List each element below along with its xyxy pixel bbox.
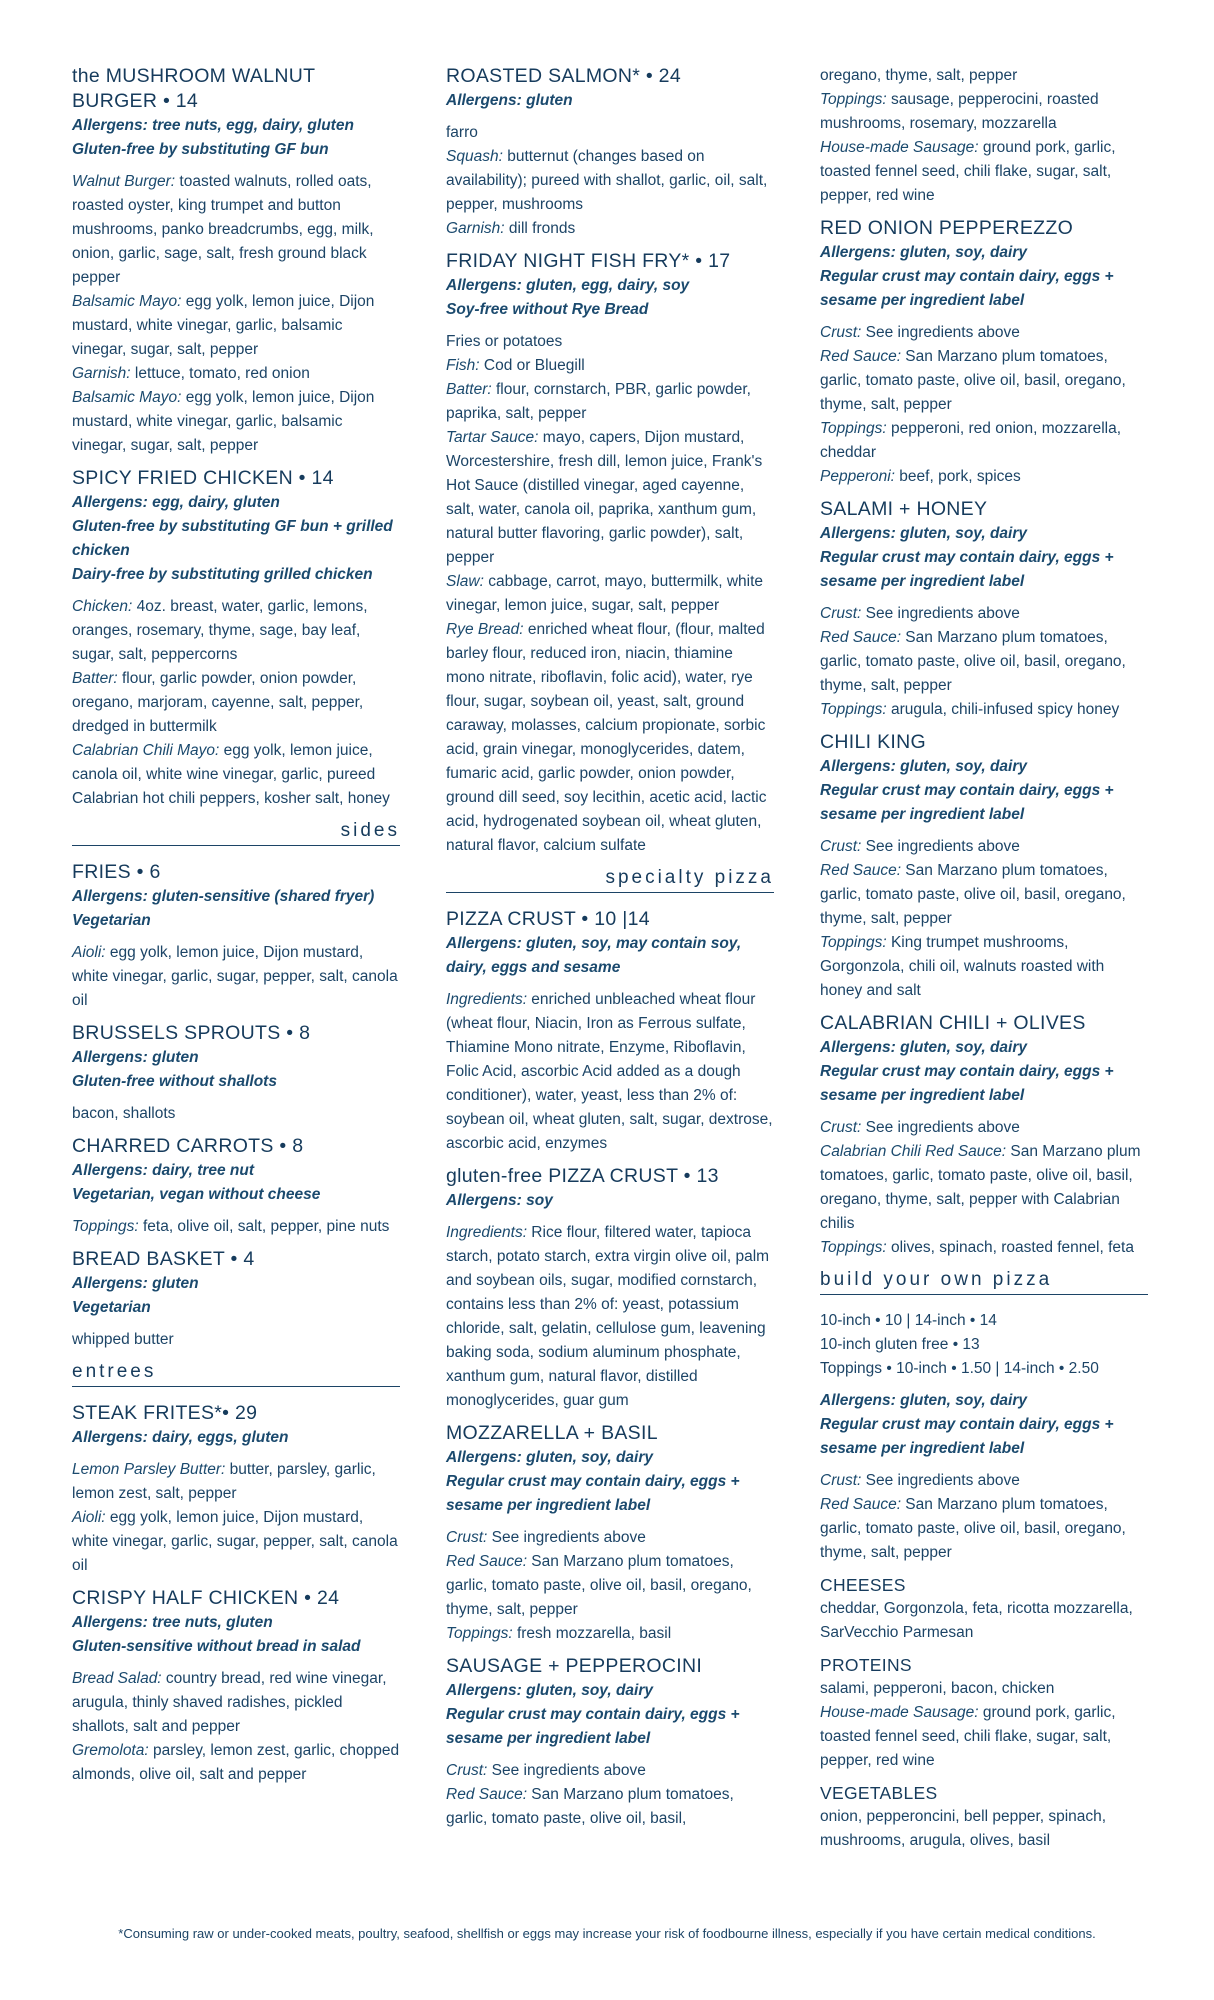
ingredient-label: Batter: bbox=[72, 670, 118, 687]
ingredient-text: parsley, lemon zest, garlic, chopped almonds, olive oil, salt and pepper bbox=[72, 1742, 400, 1783]
ingredient-line bbox=[820, 835, 1148, 859]
ingredient-label: Toppings: bbox=[72, 1218, 139, 1235]
ingredient-text: See ingredients above bbox=[861, 1472, 1020, 1489]
allergen-note: Gluten-sensitive without bread in salad bbox=[72, 1638, 361, 1655]
menu-item-title: SALAMI + HONEY bbox=[820, 498, 988, 520]
ingredient-text: beef, pork, spices bbox=[894, 468, 1021, 485]
allergen-note: Regular crust may contain dairy, eggs + sesame per ingredient label bbox=[446, 1706, 740, 1747]
ingredient-text: See ingredients above bbox=[861, 838, 1020, 855]
menu-item bbox=[446, 1654, 774, 1831]
ingredient-label: Batter: bbox=[446, 381, 492, 398]
ingredient-text: pepperoni, red onion, mozzarella, cheddar bbox=[820, 420, 1122, 461]
allergen-note: Allergens: gluten, soy, dairy bbox=[820, 525, 1028, 542]
menu-item-description bbox=[446, 121, 774, 241]
menu-item-title: CHARRED CARROTS • 8 bbox=[72, 1135, 304, 1157]
topping-group bbox=[820, 1653, 1148, 1773]
ingredient-text: egg yolk, lemon juice, Dijon mustard, white vinegar, garlic, sugar, pepper, salt, canola oil bbox=[72, 944, 398, 1009]
allergen-note: Regular crust may contain dairy, eggs + sesame per ingredient label bbox=[820, 549, 1114, 590]
ingredient-line bbox=[820, 1357, 1148, 1381]
ingredient-text: ground pork, garlic, toasted fennel seed, chili flake, sugar, salt, pepper, red wine bbox=[820, 139, 1116, 204]
ingredient-text: feta, olive oil, salt, pepper, pine nuts bbox=[138, 1218, 390, 1235]
menu-item-description bbox=[72, 595, 400, 811]
ingredient-text: Rice flour, filtered water, tapioca starch, potato starch, extra virgin olive oil, palm and soybean oils, sugar, modified cornstarch, contains less than 2% of: yeast, potassium chloride, salt, gelatin, cellulose gum, leavening baking soda, sodium aluminum phosphate, xanthum gum, natural flavor, distilled monoglycerides, guar gum bbox=[446, 1224, 770, 1409]
ingredient-label: Red Sauce: bbox=[446, 1553, 527, 1570]
ingredient-label: Tartar Sauce: bbox=[446, 429, 539, 446]
ingredient-text: See ingredients above bbox=[861, 605, 1020, 622]
ingredient-line bbox=[72, 667, 400, 739]
ingredient-text: 10-inch • 10 | 14-inch • 14 bbox=[820, 1312, 997, 1329]
ingredient-label: Fish: bbox=[446, 357, 480, 374]
menu-item-title: FRIDAY NIGHT FISH FRY* • 17 bbox=[446, 250, 731, 272]
allergen-note: Gluten-free by substituting GF bun + grilled chicken bbox=[72, 518, 393, 559]
ingredient-label: Crust: bbox=[820, 605, 862, 622]
ingredient-label: Crust: bbox=[820, 1472, 862, 1489]
ingredient-line bbox=[446, 426, 774, 570]
ingredient-label: Toppings: bbox=[446, 1625, 513, 1642]
allergen-note: Gluten-free without shallots bbox=[72, 1073, 277, 1090]
menu-item bbox=[446, 1421, 774, 1646]
menu-item bbox=[446, 1164, 774, 1413]
menu-item-title: CHILI KING bbox=[820, 731, 926, 753]
ingredient-line bbox=[72, 1102, 400, 1126]
ingredient-line bbox=[820, 345, 1148, 417]
ingredient-label: Red Sauce: bbox=[820, 629, 901, 646]
menu-item-title: MOZZARELLA + BASIL bbox=[446, 1422, 658, 1444]
menu-item-description bbox=[446, 1526, 774, 1646]
ingredient-line bbox=[820, 1493, 1148, 1565]
menu-item-description bbox=[820, 64, 1148, 208]
ingredient-label: Toppings: bbox=[820, 934, 887, 951]
menu-item bbox=[446, 907, 774, 1156]
ingredient-label: Aioli: bbox=[72, 944, 106, 961]
ingredient-text: butter, parsley, garlic, lemon zest, salt, pepper bbox=[72, 1461, 376, 1502]
ingredient-text: olives, spinach, roasted fennel, feta bbox=[886, 1239, 1134, 1256]
ingredient-label: Toppings: bbox=[820, 91, 887, 108]
menu-item bbox=[72, 1247, 400, 1352]
menu-item-description bbox=[820, 1805, 1148, 1853]
ingredient-label: Balsamic Mayo: bbox=[72, 293, 182, 310]
allergen-note: Allergens: dairy, tree nut bbox=[72, 1162, 255, 1179]
allergen-note: Allergens: gluten, soy, may contain soy, dairy, eggs and sesame bbox=[446, 935, 742, 976]
ingredient-text: bacon, shallots bbox=[72, 1105, 176, 1122]
menu-item-description bbox=[820, 321, 1148, 489]
allergen-note: Regular crust may contain dairy, eggs + sesame per ingredient label bbox=[446, 1473, 740, 1514]
menu-item-description bbox=[72, 170, 400, 458]
menu-item bbox=[72, 1401, 400, 1578]
ingredient-text: cabbage, carrot, mayo, buttermilk, white vinegar, lemon juice, sugar, salt, pepper bbox=[446, 573, 764, 614]
menu-item bbox=[820, 64, 1148, 208]
menu-item bbox=[72, 860, 400, 1013]
ingredient-text: 4oz. breast, water, garlic, lemons, oranges, rosemary, thyme, sage, bay leaf, sugar, salt, peppercorns bbox=[72, 598, 368, 663]
ingredient-line bbox=[446, 145, 774, 217]
menu-item bbox=[72, 1134, 400, 1239]
topping-group-title: CHEESES bbox=[820, 1575, 906, 1595]
allergen-note: Dairy-free by substituting grilled chicken bbox=[72, 566, 373, 583]
menu-item-title: RED ONION PEPPEREZZO bbox=[820, 217, 1074, 239]
ingredient-label: Garnish: bbox=[72, 365, 131, 382]
ingredient-text: sausage, pepperocini, roasted mushrooms, rosemary, mozzarella bbox=[820, 91, 1099, 132]
ingredient-line bbox=[820, 1333, 1148, 1357]
menu-item bbox=[446, 64, 774, 241]
menu-item-title: FRIES • 6 bbox=[72, 861, 161, 883]
allergen-note: Allergens: gluten, soy, dairy bbox=[820, 244, 1028, 261]
ingredient-line bbox=[820, 88, 1148, 136]
menu-item-description bbox=[72, 1215, 400, 1239]
ingredient-line bbox=[820, 64, 1148, 88]
ingredient-line bbox=[446, 988, 774, 1156]
ingredient-line bbox=[72, 941, 400, 1013]
ingredient-text: arugula, chili-infused spicy honey bbox=[886, 701, 1120, 718]
ingredient-label: Toppings: bbox=[820, 701, 887, 718]
ingredient-line bbox=[820, 1805, 1148, 1853]
menu-item bbox=[820, 497, 1148, 722]
ingredient-line bbox=[820, 1140, 1148, 1236]
menu-item-description bbox=[72, 1328, 400, 1352]
ingredient-label: Crust: bbox=[820, 1119, 862, 1136]
ingredient-line bbox=[446, 1550, 774, 1622]
menu-item-description bbox=[72, 1458, 400, 1578]
menu-item-title: SPICY FRIED CHICKEN • 14 bbox=[72, 467, 334, 489]
ingredient-label: House-made Sausage: bbox=[820, 1704, 979, 1721]
ingredient-label: Crust: bbox=[446, 1529, 488, 1546]
section-heading: entrees bbox=[72, 1360, 400, 1387]
menu-item-title: BREAD BASKET • 4 bbox=[72, 1248, 255, 1270]
ingredient-line bbox=[446, 618, 774, 858]
ingredient-label: Red Sauce: bbox=[820, 348, 901, 365]
ingredient-label: Squash: bbox=[446, 148, 503, 165]
ingredient-line bbox=[72, 1506, 400, 1578]
ingredient-line bbox=[446, 217, 774, 241]
ingredient-text: 10-inch gluten free • 13 bbox=[820, 1336, 980, 1353]
ingredient-line bbox=[820, 602, 1148, 626]
menu-item-title: ROASTED SALMON* • 24 bbox=[446, 65, 681, 87]
ingredient-label: Bread Salad: bbox=[72, 1670, 162, 1687]
ingredient-line bbox=[72, 386, 400, 458]
allergen-note: Allergens: tree nuts, gluten bbox=[72, 1614, 273, 1631]
menu-item bbox=[820, 216, 1148, 489]
ingredient-label: Pepperoni: bbox=[820, 468, 895, 485]
allergen-note: Allergens: tree nuts, egg, dairy, gluten bbox=[72, 117, 354, 134]
ingredient-line bbox=[72, 1215, 400, 1239]
ingredient-label: Red Sauce: bbox=[446, 1786, 527, 1803]
ingredient-text: cheddar, Gorgonzola, feta, ricotta mozzarella, SarVecchio Parmesan bbox=[820, 1600, 1133, 1641]
ingredient-text: San Marzano plum tomatoes, garlic, tomato paste, olive oil, basil, oregano, thyme, salt, pepper bbox=[820, 862, 1126, 927]
ingredient-text: salami, pepperoni, bacon, chicken bbox=[820, 1680, 1055, 1697]
ingredient-line bbox=[72, 1328, 400, 1352]
menu-item bbox=[72, 64, 400, 458]
menu-item-description bbox=[820, 602, 1148, 722]
ingredient-line bbox=[820, 1309, 1148, 1333]
ingredient-text: whipped butter bbox=[72, 1331, 174, 1348]
ingredient-label: Aioli: bbox=[72, 1509, 106, 1526]
menu-item bbox=[820, 1011, 1148, 1260]
ingredient-text: ground pork, garlic, toasted fennel seed, chili flake, sugar, salt, pepper, red wine bbox=[820, 1704, 1116, 1769]
ingredient-label: Ingredients: bbox=[446, 991, 527, 1008]
menu-item-title: SAUSAGE + PEPPEROCINI bbox=[446, 1655, 703, 1677]
ingredient-label: Calabrian Chili Mayo: bbox=[72, 742, 220, 759]
menu-column-2 bbox=[446, 64, 774, 1839]
menu-item-description bbox=[820, 1309, 1148, 1381]
ingredient-text: See ingredients above bbox=[487, 1762, 646, 1779]
ingredient-label: Lemon Parsley Butter: bbox=[72, 1461, 226, 1478]
ingredient-label: Calabrian Chili Red Sauce: bbox=[820, 1143, 1007, 1160]
allergen-note: Regular crust may contain dairy, eggs + sesame per ingredient label bbox=[820, 268, 1114, 309]
menu bbox=[72, 64, 1150, 1894]
ingredient-label: Slaw: bbox=[446, 573, 484, 590]
menu-item-description bbox=[72, 941, 400, 1013]
ingredient-label: Toppings: bbox=[820, 420, 887, 437]
menu-item bbox=[446, 249, 774, 858]
menu-item-title: CALABRIAN CHILI + OLIVES bbox=[820, 1012, 1086, 1034]
topping-group-title: PROTEINS bbox=[820, 1655, 912, 1675]
menu-item-description bbox=[72, 1102, 400, 1126]
menu-item bbox=[820, 1389, 1148, 1565]
ingredient-line bbox=[820, 626, 1148, 698]
ingredient-line bbox=[820, 1236, 1148, 1260]
ingredient-label: House-made Sausage: bbox=[820, 139, 979, 156]
section-heading: sides bbox=[72, 819, 400, 846]
ingredient-text: Fries or potatoes bbox=[446, 333, 563, 350]
ingredient-text: dill fronds bbox=[504, 220, 576, 237]
menu-item-description bbox=[72, 1667, 400, 1787]
menu-item bbox=[72, 466, 400, 811]
ingredient-line bbox=[446, 330, 774, 354]
ingredient-line bbox=[72, 1667, 400, 1739]
allergen-note: Allergens: gluten, soy, dairy bbox=[820, 1392, 1028, 1409]
ingredient-text: onion, pepperoncini, bell pepper, spinach, mushrooms, arugula, olives, basil bbox=[820, 1808, 1107, 1849]
menu-item-description bbox=[820, 1597, 1148, 1645]
ingredient-label: Garnish: bbox=[446, 220, 505, 237]
ingredient-line bbox=[820, 859, 1148, 931]
ingredient-label: Red Sauce: bbox=[820, 1496, 901, 1513]
ingredient-line bbox=[446, 121, 774, 145]
allergen-note: Regular crust may contain dairy, eggs + sesame per ingredient label bbox=[820, 782, 1114, 823]
ingredient-text: Toppings • 10-inch • 1.50 | 14-inch • 2.50 bbox=[820, 1360, 1099, 1377]
ingredient-text: See ingredients above bbox=[861, 324, 1020, 341]
ingredient-text: San Marzano plum tomatoes, garlic, tomato paste, olive oil, basil, oregano, thyme, salt, pepper bbox=[446, 1553, 752, 1618]
ingredient-text: enriched unbleached wheat flour (wheat flour, Niacin, Iron as Ferrous sulfate, Thiamine Mono nitrate, Enzyme, Riboflavin, Folic Acid, ascorbic Acid added as a dough conditioner), water, yeast, less than 2% of: soybean oil, wheat gluten, salt, sugar, dextrose, ascorbic acid, enzymes bbox=[446, 991, 773, 1152]
ingredient-line bbox=[446, 1526, 774, 1550]
ingredient-line bbox=[446, 570, 774, 618]
allergen-note: Allergens: gluten, soy, dairy bbox=[446, 1682, 654, 1699]
ingredient-line bbox=[446, 378, 774, 426]
topping-group bbox=[820, 1573, 1148, 1645]
menu-item-title: the MUSHROOM WALNUT BURGER • 14 bbox=[72, 65, 315, 112]
menu-item-title: CRISPY HALF CHICKEN • 24 bbox=[72, 1587, 340, 1609]
ingredient-text: flour, cornstarch, PBR, garlic powder, paprika, salt, pepper bbox=[446, 381, 751, 422]
allergen-note: Allergens: gluten, soy, dairy bbox=[446, 1449, 654, 1466]
ingredient-text: egg yolk, lemon juice, Dijon mustard, white vinegar, garlic, balsamic vinegar, sugar, salt, pepper bbox=[72, 293, 375, 358]
ingredient-text: egg yolk, lemon juice, canola oil, white wine vinegar, garlic, pureed Calabrian hot chili peppers, kosher salt, honey bbox=[72, 742, 390, 807]
menu-item-description bbox=[820, 1469, 1148, 1565]
topping-group-title: VEGETABLES bbox=[820, 1783, 938, 1803]
ingredient-text: fresh mozzarella, basil bbox=[512, 1625, 672, 1642]
ingredient-line bbox=[820, 1677, 1148, 1701]
allergen-note: Allergens: gluten, soy, dairy bbox=[820, 1039, 1028, 1056]
allergen-note: Allergens: gluten bbox=[72, 1049, 199, 1066]
ingredient-text: See ingredients above bbox=[487, 1529, 646, 1546]
ingredient-label: Balsamic Mayo: bbox=[72, 389, 182, 406]
menu-item-description bbox=[446, 1221, 774, 1413]
footnote: *Consuming raw or under-cooked meats, poultry, seafood, shellfish or eggs may increase your risk of foodbourne illness, especially if you have certain medical conditions. bbox=[118, 1926, 1096, 1941]
menu-item-title: BRUSSELS SPROUTS • 8 bbox=[72, 1022, 311, 1044]
allergen-note: Regular crust may contain dairy, eggs + sesame per ingredient label bbox=[820, 1063, 1114, 1104]
ingredient-line bbox=[446, 1759, 774, 1783]
allergen-note: Gluten-free by substituting GF bun bbox=[72, 141, 329, 158]
ingredient-label: Rye Bread: bbox=[446, 621, 524, 638]
ingredient-label: Crust: bbox=[446, 1762, 488, 1779]
menu-column-3 bbox=[820, 64, 1148, 1861]
menu-item-title: PIZZA CRUST • 10 |14 bbox=[446, 908, 650, 930]
menu-item-title: gluten-free PIZZA CRUST • 13 bbox=[446, 1165, 719, 1187]
menu-item bbox=[820, 1309, 1148, 1381]
ingredient-label: Crust: bbox=[820, 324, 862, 341]
menu-item bbox=[820, 730, 1148, 1003]
ingredient-text: San Marzano plum tomatoes, garlic, tomato paste, olive oil, basil, oregano, thyme, salt, pepper bbox=[820, 629, 1126, 694]
ingredient-line bbox=[72, 1739, 400, 1787]
ingredient-line bbox=[820, 1597, 1148, 1645]
ingredient-text: farro bbox=[446, 124, 478, 141]
allergen-note: Vegetarian, vegan without cheese bbox=[72, 1186, 321, 1203]
ingredient-line bbox=[820, 1469, 1148, 1493]
ingredient-label: Red Sauce: bbox=[820, 862, 901, 879]
ingredient-text: butternut (changes based on availability); pureed with shallot, garlic, oil, salt, pepper, mushrooms bbox=[446, 148, 768, 213]
ingredient-line bbox=[820, 1701, 1148, 1773]
menu-item bbox=[72, 1586, 400, 1787]
ingredient-text: San Marzano plum tomatoes, garlic, tomato paste, olive oil, basil, oregano, thyme, salt, pepper bbox=[820, 1496, 1126, 1561]
ingredient-label: Crust: bbox=[820, 838, 862, 855]
ingredient-text: San Marzano plum tomatoes, garlic, tomato paste, olive oil, basil, oregano, thyme, salt, pepper with Calabrian chilis bbox=[820, 1143, 1141, 1232]
allergen-note: Vegetarian bbox=[72, 912, 151, 929]
allergen-note: Allergens: gluten bbox=[446, 92, 573, 109]
ingredient-label: Walnut Burger: bbox=[72, 173, 176, 190]
topping-group bbox=[820, 1781, 1148, 1853]
menu-item-title: STEAK FRITES*• 29 bbox=[72, 1402, 258, 1424]
ingredient-label: Ingredients: bbox=[446, 1224, 527, 1241]
allergen-note: Allergens: soy bbox=[446, 1192, 553, 1209]
allergen-note: Allergens: dairy, eggs, gluten bbox=[72, 1429, 289, 1446]
ingredient-line bbox=[820, 321, 1148, 345]
ingredient-text: King trumpet mushrooms, Gorgonzola, chili oil, walnuts roasted with honey and salt bbox=[820, 934, 1105, 999]
ingredient-text: San Marzano plum tomatoes, garlic, tomato paste, olive oil, basil, oregano, thyme, salt, pepper bbox=[820, 348, 1126, 413]
allergen-note: Allergens: egg, dairy, gluten bbox=[72, 494, 280, 511]
menu-item-description bbox=[446, 988, 774, 1156]
menu-item-description bbox=[446, 330, 774, 858]
ingredient-line bbox=[72, 1458, 400, 1506]
ingredient-text: Cod or Bluegill bbox=[479, 357, 585, 374]
ingredient-line bbox=[820, 698, 1148, 722]
menu-column-1 bbox=[72, 64, 400, 1795]
ingredient-line bbox=[446, 1622, 774, 1646]
ingredient-text: flour, garlic powder, onion powder, oregano, marjoram, cayenne, salt, pepper, dredged in buttermilk bbox=[72, 670, 364, 735]
ingredient-label: Toppings: bbox=[820, 1239, 887, 1256]
ingredient-text: oregano, thyme, salt, pepper bbox=[820, 67, 1018, 84]
ingredient-text: toasted walnuts, rolled oats, roasted oyster, king trumpet and button mushrooms, panko breadcrumbs, egg, milk, onion, garlic, sage, salt, fresh ground black pepper bbox=[72, 173, 374, 286]
ingredient-line bbox=[446, 1783, 774, 1831]
menu-item-description bbox=[446, 1759, 774, 1831]
ingredient-line bbox=[820, 931, 1148, 1003]
ingredient-line bbox=[446, 1221, 774, 1413]
ingredient-line bbox=[820, 465, 1148, 489]
ingredient-text: See ingredients above bbox=[861, 1119, 1020, 1136]
allergen-note: Allergens: gluten bbox=[72, 1275, 199, 1292]
menu-item bbox=[72, 1021, 400, 1126]
menu-item-description bbox=[820, 1116, 1148, 1260]
section-heading: specialty pizza bbox=[446, 866, 774, 893]
ingredient-line bbox=[72, 362, 400, 386]
allergen-note: Allergens: gluten, soy, dairy bbox=[820, 758, 1028, 775]
allergen-note: Vegetarian bbox=[72, 1299, 151, 1316]
ingredient-line bbox=[72, 290, 400, 362]
menu-item-description bbox=[820, 1677, 1148, 1773]
allergen-note: Allergens: gluten-sensitive (shared fryer) bbox=[72, 888, 375, 905]
ingredient-line bbox=[820, 136, 1148, 208]
ingredient-label: Gremolota: bbox=[72, 1742, 149, 1759]
allergen-note: Allergens: gluten, egg, dairy, soy bbox=[446, 277, 690, 294]
ingredient-text: mayo, capers, Dijon mustard, Worcestershire, fresh dill, lemon juice, Frank's Hot Sauce (distilled vinegar, aged cayenne, salt, water, canola oil, paprika, xanthum gum, natural butter flavoring, garlic powder), salt, pepper bbox=[446, 429, 763, 566]
ingredient-text: country bread, red wine vinegar, arugula, thinly shaved radishes, pickled shallots, salt and pepper bbox=[72, 1670, 387, 1735]
ingredient-line bbox=[446, 354, 774, 378]
ingredient-line bbox=[820, 1116, 1148, 1140]
ingredient-text: egg yolk, lemon juice, Dijon mustard, white vinegar, garlic, sugar, pepper, salt, canola oil bbox=[72, 1509, 398, 1574]
section-heading: build your own pizza bbox=[820, 1268, 1148, 1295]
allergen-note: Soy-free without Rye Bread bbox=[446, 301, 649, 318]
ingredient-text: egg yolk, lemon juice, Dijon mustard, white vinegar, garlic, balsamic vinegar, sugar, salt, pepper bbox=[72, 389, 375, 454]
menu-item-description bbox=[820, 835, 1148, 1003]
ingredient-line bbox=[820, 417, 1148, 465]
ingredient-text: San Marzano plum tomatoes, garlic, tomato paste, olive oil, basil, bbox=[446, 1786, 734, 1827]
ingredient-text: enriched wheat flour, (flour, malted barley flour, reduced iron, niacin, thiamine mono nitrate, riboflavin, folic acid), water, rye flour, sugar, soybean oil, yeast, salt, ground caraway, molasses, calcium propionate, sorbic acid, grain vinegar, monoglycerides, datem, fumaric acid, garlic powder, onion powder, ground dill seed, soy lecithin, acetic acid, lactic acid, hydrogenated soybean oil, wheat gluten, natural flavor, calcium sulfate bbox=[446, 621, 767, 854]
allergen-note: Regular crust may contain dairy, eggs + sesame per ingredient label bbox=[820, 1416, 1114, 1457]
ingredient-label: Chicken: bbox=[72, 598, 133, 615]
ingredient-text: lettuce, tomato, red onion bbox=[130, 365, 310, 382]
ingredient-line bbox=[72, 595, 400, 667]
ingredient-line bbox=[72, 739, 400, 811]
ingredient-line bbox=[72, 170, 400, 290]
